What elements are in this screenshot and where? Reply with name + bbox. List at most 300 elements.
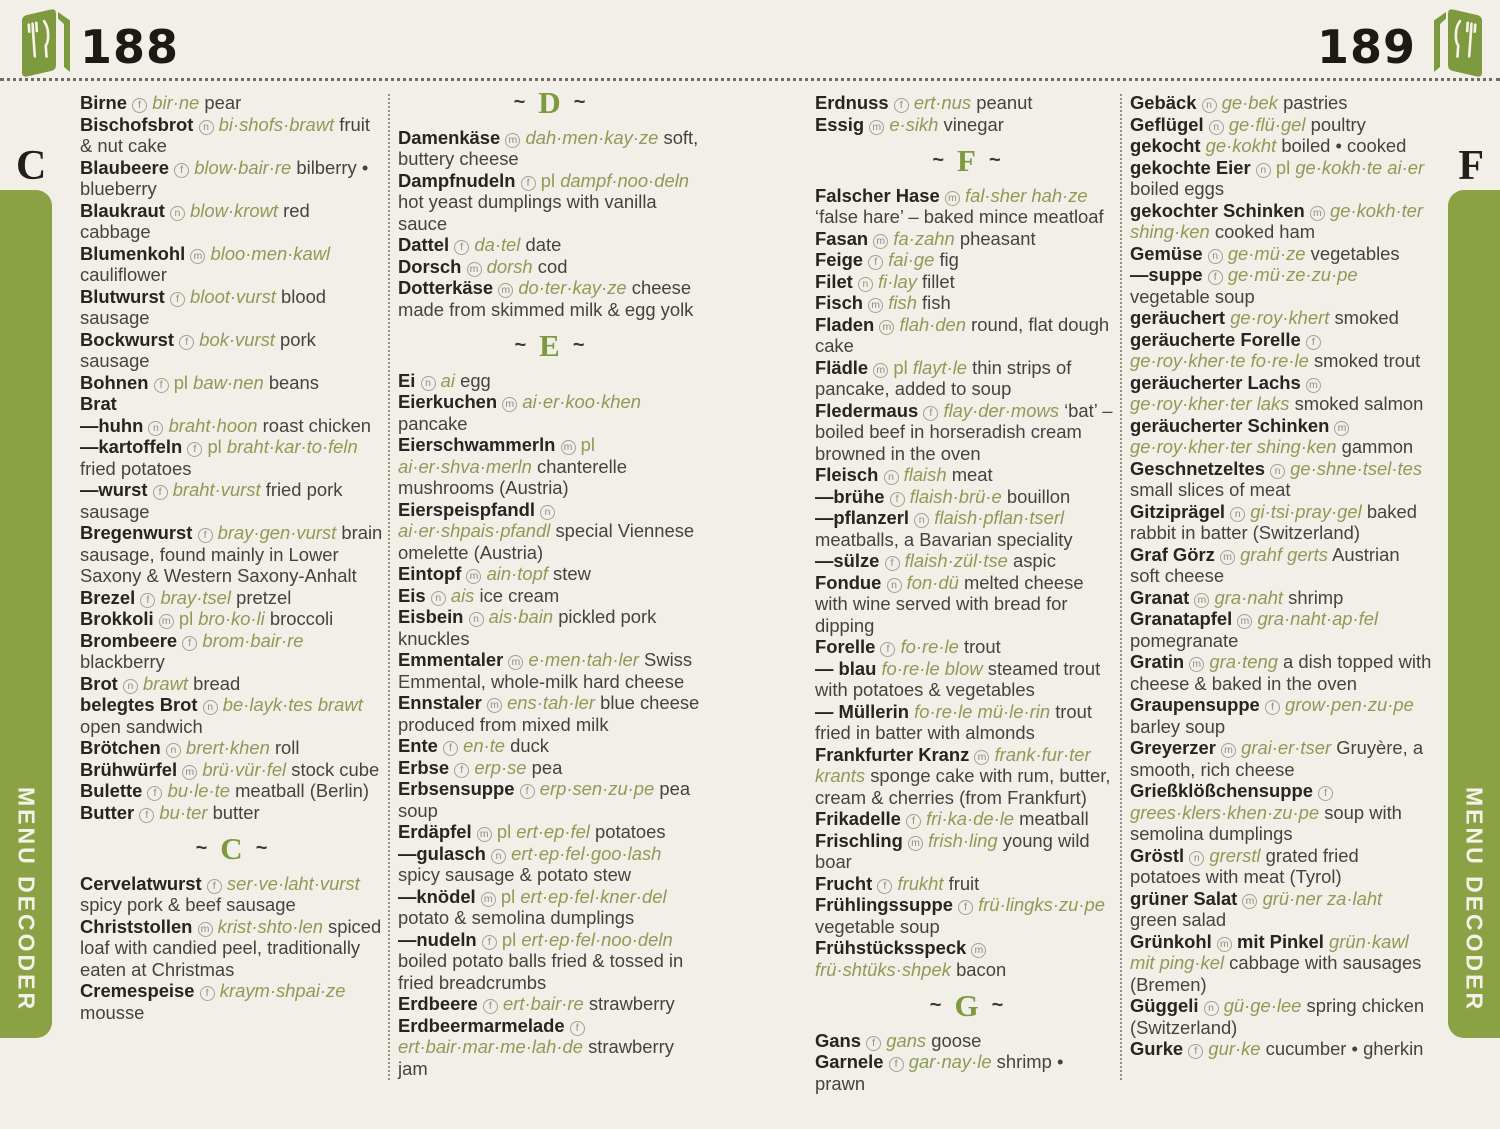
entry-pronunciation: bloo·men·kawl [210, 242, 331, 264]
entry-pronunciation: brert·khen [185, 737, 270, 758]
entry-pronunciation: grün·kawl mit ping·kel [1130, 930, 1409, 973]
entry-word: Dorsch [398, 255, 462, 277]
dictionary-entry [80, 436, 383, 479]
gender-icon: f [958, 900, 973, 915]
plural-label: pl [178, 608, 194, 629]
dictionary-entry [80, 200, 383, 243]
entry-word: Eis [398, 584, 426, 606]
entry-pronunciation: grees·klers·khen·zu·pe [1130, 801, 1320, 823]
entry-word: Bischofsbrot [80, 113, 194, 135]
margin-letter-right: F [1458, 143, 1484, 189]
entry-word: Emmentaler [398, 649, 504, 670]
dictionary-entry [80, 759, 383, 781]
dictionary-entry [80, 630, 383, 673]
plural-label: pl [500, 885, 516, 907]
dictionary-entry [815, 114, 1118, 136]
gender-icon: m [477, 827, 492, 842]
tilde-decoration: ~ [991, 994, 1004, 1016]
section-heading-d [398, 85, 701, 120]
entry-definition: shrimp [1288, 586, 1344, 608]
dictionary-entry [1130, 372, 1433, 415]
entry-definition: melted cheese with wine served with bread for dipping [815, 571, 1084, 636]
dictionary-entry [398, 391, 701, 434]
entry-definition: bilberry • blueberry [80, 156, 369, 199]
tilde-decoration: ~ [572, 334, 585, 356]
entry-word: Erdbeermarmelade [398, 1014, 565, 1036]
entry-word: Flädle [815, 356, 869, 378]
dictionary-entry [398, 563, 701, 585]
gender-icon: m [1334, 421, 1349, 436]
entry-word: Grünkohl [1130, 930, 1212, 952]
entry-pronunciation: ge·kokh·te ai·er [1295, 156, 1425, 178]
gender-icon: f [866, 1036, 881, 1051]
dictionary-entry [1130, 200, 1433, 243]
entry-word: Essig [815, 113, 865, 135]
gender-icon: f [868, 255, 883, 270]
entry-definition: pancake [398, 412, 468, 434]
entry-pronunciation: ain·topf [486, 563, 548, 584]
entry-pronunciation: gü·ge·lee [1223, 995, 1302, 1016]
plural-label: pl [580, 434, 595, 455]
entry-word: geräuchert [1130, 307, 1226, 328]
entry-definition: fruit [948, 872, 980, 894]
gender-icon: f [482, 935, 497, 950]
gender-icon: m [481, 892, 496, 907]
gender-icon: m [1220, 550, 1235, 565]
section-heading-c [80, 831, 383, 866]
entry-definition: cod [537, 255, 568, 277]
entry-definition: pickled pork knuckles [398, 606, 657, 649]
entry-word: Eierkuchen [398, 391, 498, 412]
gender-icon: n [884, 470, 899, 485]
entry-pronunciation: ser·ve·laht·vurst [226, 872, 360, 894]
gender-icon: m [974, 750, 989, 765]
gender-icon: f [187, 442, 202, 457]
gender-icon: m [1194, 593, 1209, 608]
gender-icon: f [889, 1057, 904, 1072]
dictionary-entry [815, 808, 1118, 830]
entry-definition: cucumber • gherkin [1265, 1038, 1424, 1059]
entry-pronunciation: ert·ep·fel [516, 821, 590, 842]
gender-icon: f [894, 98, 909, 113]
plural-label: pl [893, 356, 908, 378]
dictionary-entry [80, 780, 383, 802]
entry-word: Gebäck [1130, 92, 1197, 113]
entry-word: Dattel [398, 234, 450, 255]
gender-icon: m [466, 569, 481, 584]
entry-pronunciation: ert·ep·fel·kner·del [520, 885, 667, 907]
dictionary-entry [1130, 501, 1433, 544]
dictionary-entry [815, 873, 1118, 895]
entry-word: Gratin [1130, 651, 1185, 672]
entry-definition: trout fried in batter with almonds [815, 700, 1092, 743]
entry-word: Blaukraut [80, 199, 165, 221]
entry-pronunciation: baw·nen [193, 371, 264, 393]
dictionary-entry [815, 1030, 1118, 1052]
entry-word: Fisch [815, 292, 864, 313]
gender-icon: m [1310, 206, 1325, 221]
entry-pronunciation: e·men·tah·ler [528, 649, 639, 670]
section-heading-g [815, 988, 1118, 1023]
entry-word: Fondue [815, 571, 882, 593]
entry-word: Erdäpfel [398, 821, 472, 842]
column-4 [1130, 92, 1433, 1060]
tilde-decoration: ~ [255, 837, 268, 859]
entry-word: Fladen [815, 313, 875, 335]
entry-word: Christstollen [80, 915, 193, 937]
gender-icon: f [570, 1021, 585, 1036]
gender-icon: f [877, 879, 892, 894]
entry-pronunciation: gi·tsi·pray·gel [1250, 500, 1362, 522]
gender-icon: m [869, 120, 884, 135]
tilde-decoration: ~ [195, 837, 208, 859]
dictionary-entry [398, 256, 701, 278]
entry-definition: sponge cake with rum, butter, cream & cherries (from Frankfurt) [815, 765, 1111, 808]
gender-icon: f [483, 999, 498, 1014]
entry-pronunciation: grü·ner za·laht [1262, 887, 1383, 909]
entry-word: Frühstücksspeck [815, 937, 967, 958]
gender-icon: m [873, 234, 888, 249]
entry-definition: boiled potato balls fried & tossed in fried breadcrumbs [398, 950, 684, 993]
entry-pronunciation: bro·ko·li [198, 608, 265, 629]
header-divider [0, 78, 1500, 81]
dictionary-entry [1130, 243, 1433, 265]
gender-icon: f [454, 763, 469, 778]
entry-definition: pork sausage [80, 328, 316, 371]
entry-pronunciation: fa·zahn [893, 227, 955, 249]
entry-word: Frühlingssuppe [815, 894, 953, 915]
dictionary-entry [815, 228, 1118, 250]
entry-definition: spiced loaf with candied peel, traditionally eaten at Christmas [80, 915, 382, 980]
dictionary-entry [80, 802, 383, 824]
entry-definition: spring chicken (Switzerland) [1130, 995, 1425, 1038]
gender-icon: m [198, 922, 213, 937]
thumb-tab-right [1448, 190, 1500, 1038]
entry-definition: date [525, 234, 562, 255]
entry-definition: meatball [1019, 808, 1089, 829]
entry-definition: fried pork sausage [80, 479, 343, 522]
page-number-right: 189 [1316, 20, 1416, 74]
entry-pronunciation: ge·roy·kher·ter laks [1130, 393, 1290, 414]
gender-icon: n [491, 849, 506, 864]
entry-pronunciation: kraym·shpai·ze [219, 980, 346, 1001]
entry-word: Ei [398, 369, 416, 391]
entry-pronunciation: bok·vurst [199, 328, 275, 350]
entry-word: Falscher Hase [815, 184, 940, 206]
entry-word: Brot [80, 672, 118, 694]
entry-word: Gemüse [1130, 242, 1203, 264]
gender-icon: f [885, 556, 900, 571]
gender-icon: n [469, 612, 484, 627]
entry-word: Bregenwurst [80, 522, 193, 543]
entry-pronunciation: bloot·vurst [190, 285, 276, 307]
dictionary-entry [815, 400, 1118, 465]
gender-icon: m [467, 262, 482, 277]
entry-word: Granatapfel [1130, 608, 1233, 629]
entry-pronunciation: ai [440, 369, 455, 391]
entry-definition: bouillon [1006, 485, 1071, 507]
entry-definition: cauliflower [80, 264, 167, 285]
gender-icon: f [179, 335, 194, 350]
dictionary-entry [80, 980, 383, 1023]
entry-definition: potatoes [595, 821, 666, 842]
gender-icon: f [1208, 270, 1223, 285]
gender-icon: f [454, 240, 469, 255]
entry-definition: pomegranate [1130, 629, 1239, 651]
entry-definition: poultry [1310, 113, 1366, 135]
dictionary-entry [80, 694, 383, 737]
entry-pronunciation: ais·bain [488, 606, 554, 627]
plural-label: pl [1275, 156, 1291, 178]
dictionary-entry [80, 157, 383, 200]
dictionary-entry [1130, 458, 1433, 501]
entry-pronunciation: ge·kokht [1205, 135, 1277, 156]
entry-pronunciation: brom·bair·re [202, 629, 304, 651]
entry-pronunciation: fri·ka·de·le [926, 808, 1015, 829]
entry-word: Grießklößchensuppe [1130, 780, 1313, 801]
entry-pronunciation: grai·er·tser [1241, 737, 1332, 758]
entry-definition: cabbage with sausages (Bremen) [1130, 952, 1422, 995]
entry-definition: meatball (Berlin) [235, 780, 369, 801]
gender-icon: f [1265, 700, 1280, 715]
entry-word: Gröstl [1130, 844, 1185, 866]
entry-pronunciation: frank·fur·ter krants [815, 743, 1091, 786]
gender-icon: f [890, 492, 905, 507]
tilde-decoration: ~ [513, 91, 526, 113]
gender-icon: m [1242, 894, 1257, 909]
dictionary-entry [1130, 608, 1433, 651]
entry-word: Forelle [815, 636, 876, 657]
entry-word: geräucherter Schinken [1130, 414, 1330, 436]
entry-definition: ‘false hare’ – baked mince meatloaf [815, 206, 1104, 227]
entry-definition: round, flat dough cake [815, 313, 1110, 356]
dictionary-entry [1130, 1038, 1433, 1060]
entry-definition: special Viennese omelette (Austria) [398, 520, 695, 563]
dictionary-entry [1130, 329, 1433, 372]
entry-pronunciation: krist·shto·len [217, 915, 323, 937]
dictionary-entry [398, 821, 701, 843]
dictionary-entry [398, 735, 701, 757]
entry-pronunciation: gra·naht·ap·fel [1257, 608, 1379, 629]
entry-pronunciation: bu·ter [159, 801, 208, 823]
entry-word: Brombeere [80, 629, 178, 651]
dictionary-entry [398, 127, 701, 170]
entry-definition: goose [931, 1029, 982, 1051]
entry-word: Greyerzer [1130, 737, 1216, 758]
dictionary-entry [815, 486, 1118, 508]
gender-icon: n [1270, 464, 1285, 479]
dictionary-entry [815, 357, 1118, 400]
section-heading-f [815, 143, 1118, 178]
entry-word: Geschnetzeltes [1130, 457, 1265, 479]
entry-word: —brühe [815, 485, 885, 507]
entry-word: —wurst [80, 479, 148, 500]
gender-icon: m [1189, 657, 1204, 672]
entry-definition: peanut [976, 92, 1033, 113]
entry-pronunciation: fai·ge [888, 249, 935, 270]
entry-word: Frikadelle [815, 808, 901, 829]
gender-icon: f [1318, 786, 1333, 801]
entry-pronunciation: ai·er·shpais·pfandl [398, 520, 551, 541]
entry-definition: spicy pork & beef sausage [80, 894, 296, 915]
entry-definition: a dish topped with cheese & baked in the oven [1130, 651, 1432, 694]
tilde-decoration: ~ [573, 91, 586, 113]
entry-definition: strawberry [588, 993, 675, 1014]
tab-label-left: MENU DECODER [13, 786, 40, 1012]
entry-pronunciation: ert·ep·fel·goo·lash [511, 842, 662, 864]
dictionary-entry [1130, 587, 1433, 609]
section-letter: G [954, 988, 979, 1023]
dictionary-entry [815, 507, 1118, 550]
gender-icon: m [868, 298, 883, 313]
entry-word: Graf Görz [1130, 543, 1215, 565]
entry-pronunciation: frukht [897, 872, 944, 894]
entry-definition: grated fried potatoes with meat (Tyrol) [1130, 844, 1359, 887]
entry-pronunciation: ai·er·shva·merln [398, 455, 532, 477]
section-heading-e [398, 328, 701, 363]
entry-pronunciation: gra·teng [1209, 651, 1278, 672]
entry-pronunciation: ge·kokh·ter shing·ken [1130, 199, 1424, 242]
entry-definition: pea [531, 756, 563, 778]
dictionary-entry [398, 843, 701, 886]
entry-word: —huhn [80, 414, 144, 436]
plural-label: pl [501, 928, 517, 950]
entry-pronunciation: bu·le·te [167, 780, 230, 801]
entry-definition: broccoli [269, 608, 334, 629]
entry-definition: pastries [1283, 92, 1348, 113]
dictionary-entry [398, 585, 701, 607]
gender-icon: n [431, 591, 446, 606]
entry-pronunciation: frü·lingks·zu·pe [978, 894, 1105, 915]
entry-definition: barley soup [1130, 715, 1226, 737]
dictionary-entry [815, 830, 1118, 873]
entry-pronunciation: flaish·zül·tse [904, 550, 1008, 571]
dictionary-entry [1130, 931, 1433, 996]
entry-word: — Müllerin [815, 700, 910, 722]
entry-word: Garnele [815, 1051, 884, 1072]
entry-word: Fasan [815, 227, 869, 249]
entry-pronunciation: gans [886, 1029, 927, 1051]
section-letter: D [538, 85, 561, 120]
gender-icon: m [498, 283, 513, 298]
gender-icon: m [1306, 378, 1321, 393]
dictionary-entry [815, 701, 1118, 744]
dictionary-entry [398, 929, 701, 994]
dictionary-entry [80, 415, 383, 437]
entry-definition: cooked ham [1214, 221, 1316, 242]
entry-pronunciation: do·ter·kay·ze [518, 277, 627, 298]
dictionary-entry [80, 286, 383, 329]
entry-word: Geflügel [1130, 113, 1204, 135]
entry-pronunciation: en·te [463, 735, 506, 756]
entry-definition: blue cheese produced from mixed milk [398, 692, 700, 735]
dictionary-entry [398, 499, 701, 564]
entry-definition: fried potatoes [80, 457, 192, 479]
entry-definition: fruit & nut cake [80, 113, 370, 156]
entry-word: Cervelatwurst [80, 872, 202, 894]
gender-icon: n [1209, 120, 1224, 135]
entry-word: — blau [815, 657, 877, 679]
dictionary-entry [815, 314, 1118, 357]
entry-word: Eierspeispfandl [398, 498, 535, 520]
entry-definition: chanterelle mushrooms (Austria) [398, 455, 627, 498]
dictionary-entry [815, 658, 1118, 701]
entry-pronunciation: brawt [143, 672, 189, 694]
entry-definition: spicy sausage & potato stew [398, 864, 632, 885]
dictionary-entry [80, 114, 383, 157]
dictionary-entry [815, 894, 1118, 937]
dictionary-entry [80, 916, 383, 981]
entry-definition: young wild boar [815, 829, 1090, 872]
gender-icon: m [971, 943, 986, 958]
section-letter: F [957, 143, 976, 178]
entry-word: Erdnuss [815, 92, 889, 113]
entry-definition: soft, buttery cheese [398, 126, 699, 169]
entry-pronunciation: flayt·le [912, 356, 968, 378]
entry-definition: boiled eggs [1130, 178, 1225, 199]
dictionary-entry [80, 479, 383, 522]
thumb-tab-left [0, 190, 52, 1038]
dictionary-entry [1130, 845, 1433, 888]
plural-label: pl [173, 371, 189, 393]
entry-definition: Austrian soft cheese [1130, 543, 1400, 586]
entry-definition: strawberry jam [398, 1036, 674, 1079]
gender-icon: n [123, 679, 138, 694]
entry-pronunciation: erp·se [474, 756, 527, 778]
entry-word: Eisbein [398, 606, 464, 627]
entry-definition: Swiss Emmental, whole-milk hard cheese [398, 649, 693, 692]
entry-definition: vegetable soup [1130, 285, 1255, 307]
entry-definition: pear [204, 92, 242, 113]
gender-icon: m [487, 698, 502, 713]
dictionary-entry [80, 92, 383, 114]
gender-icon: f [200, 986, 215, 1001]
entry-definition: gammon [1341, 436, 1414, 457]
tilde-decoration: ~ [929, 994, 942, 1016]
entry-pronunciation: ens·tah·ler [507, 692, 595, 713]
entry-pronunciation: grahf gerts [1240, 543, 1328, 565]
entry-word: Brühwürfel [80, 758, 178, 780]
dictionary-entry [398, 757, 701, 779]
entry-word: Dampfnudeln [398, 169, 516, 191]
entry-pronunciation: gur·ke [1208, 1038, 1261, 1059]
tilde-decoration: ~ [988, 149, 1001, 171]
gender-icon: f [139, 808, 154, 823]
entry-definition: shrimp • prawn [815, 1051, 1064, 1094]
entry-word: Damenkäse [398, 126, 501, 148]
dictionary-entry [815, 744, 1118, 809]
entry-word: Blutwurst [80, 285, 165, 307]
entry-word: gekochter Schinken [1130, 199, 1305, 221]
entry-word: Brötchen [80, 737, 161, 758]
entry-pronunciation: frü·shtüks·shpek [815, 958, 951, 980]
entry-word: Blumenkohl [80, 242, 186, 264]
entry-definition: small slices of meat [1130, 479, 1291, 500]
entry-pronunciation: frish·ling [928, 829, 998, 851]
entry-word: Bohnen [80, 371, 149, 393]
entry-pronunciation: fi·lay [878, 270, 917, 292]
gender-icon: m [505, 133, 520, 148]
gender-icon: f [153, 485, 168, 500]
entry-word: Frankfurter Kranz [815, 743, 970, 765]
entry-word: —knödel [398, 885, 476, 907]
dictionary-entry [398, 606, 701, 649]
entry-pronunciation: flaish·pflan·tserl [934, 507, 1065, 528]
entry-pronunciation: ge·roy·kher·ter shing·ken [1130, 436, 1337, 457]
entry-pronunciation: erp·sen·zu·pe [539, 778, 655, 799]
entry-definition: cheese made from skimmed milk & egg yolk [398, 277, 694, 320]
entry-word: —gulasch [398, 842, 486, 864]
